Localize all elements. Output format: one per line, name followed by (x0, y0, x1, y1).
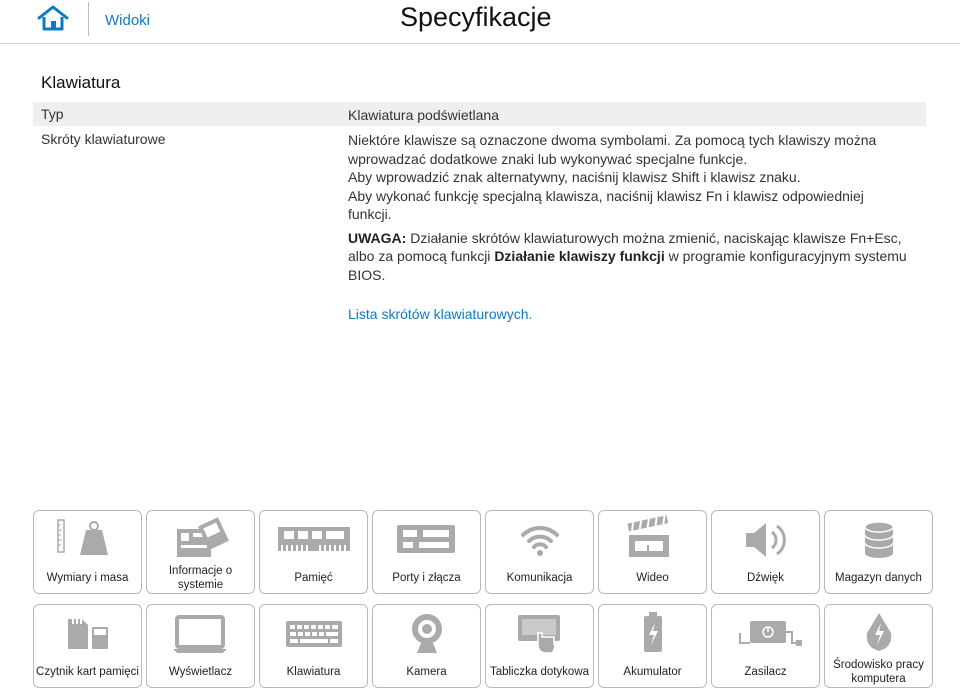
tile-label: Magazyn danych (835, 572, 922, 584)
clapperboard-icon (599, 515, 706, 565)
note-bold: Działanie klawiszy funkcji (494, 248, 665, 264)
tile-card-reader[interactable] (33, 604, 142, 688)
tile-power-adapter[interactable] (711, 604, 820, 688)
storage-icon (825, 515, 932, 565)
tile-battery[interactable] (598, 604, 707, 688)
tile-label: Komunikacja (506, 572, 573, 584)
motherboard-icon (147, 515, 254, 565)
memory-icon (260, 515, 367, 565)
touchpad-icon (486, 609, 593, 659)
widoki-link[interactable]: Widoki (105, 12, 151, 29)
tile-label: Pamięć (294, 572, 333, 584)
battery-icon (599, 609, 706, 659)
tile-dimensions[interactable] (33, 510, 142, 594)
card-reader-icon (34, 609, 141, 659)
tile-display[interactable] (146, 604, 255, 688)
tile-communication[interactable] (485, 510, 594, 594)
tile-label: Wideo (636, 572, 669, 584)
keyboard-icon (260, 609, 367, 659)
tile-video[interactable] (598, 510, 707, 594)
tile-touchpad[interactable] (485, 604, 594, 688)
type-label: Typ (41, 106, 64, 122)
shortcuts-paragraph: Aby wykonać funkcję specjalną klawisza, naciśnij klawisz Fn i klawisz odpowiedniej funkcji. (348, 187, 864, 222)
tile-memory[interactable] (259, 510, 368, 594)
tile-environment[interactable] (824, 604, 933, 688)
shortcuts-paragraph: Aby wprowadzić znak alternatywny, naciśnij klawisz Shift i klawisz znaku. (348, 169, 801, 185)
note-label: UWAGA: (348, 229, 407, 246)
tile-ports[interactable] (372, 510, 481, 594)
shortcuts-label: Skróty klawiaturowe (41, 131, 166, 147)
speaker-icon (712, 515, 819, 565)
tile-label: Kamera (406, 666, 447, 678)
tile-label: Dźwięk (746, 572, 785, 584)
tile-audio[interactable] (711, 510, 820, 594)
note-text: w programie konfiguracyjnym systemu BIOS. (348, 248, 907, 283)
tile-keyboard[interactable] (259, 604, 368, 688)
top-bar (0, 0, 960, 44)
ports-icon (373, 515, 480, 565)
tile-storage[interactable] (824, 510, 933, 594)
shortcuts-description (348, 131, 908, 284)
tile-label: Klawiatura (286, 666, 341, 678)
tile-label: Wymiary i masa (46, 572, 129, 584)
adapter-icon (712, 609, 819, 659)
environment-icon (825, 609, 932, 659)
shortcuts-paragraph: Niektóre klawisze są oznaczone dwoma symbolami. Za pomocą tych klawiszy można wprowadzać dodatkowe znaki lub wykonywać specjalne funkcje. (348, 132, 877, 167)
camera-icon (373, 609, 480, 659)
tile-label: Środowisko pracy komputera (833, 659, 924, 685)
tile-system-info[interactable] (146, 510, 255, 594)
home-icon[interactable] (36, 4, 70, 34)
tile-camera[interactable] (372, 604, 481, 688)
note-paragraph (348, 229, 908, 285)
tile-label: Wyświetlacz (168, 666, 233, 678)
tile-label: Czytnik kart pamięci (36, 666, 139, 678)
section-title: Klawiatura (41, 73, 121, 92)
wifi-icon (486, 515, 593, 565)
shortcuts-list-link[interactable]: Lista skrótów klawiaturowych. (348, 306, 533, 322)
display-icon (147, 609, 254, 659)
tile-label: Zasilacz (744, 666, 787, 678)
tile-label: Akumulator (623, 666, 682, 678)
header-divider (88, 2, 89, 36)
tile-label: Porty i złącza (392, 572, 461, 584)
weight-icon (34, 515, 141, 565)
note-text: Działanie skrótów klawiaturowych można zmienić, naciskając klawisze Fn+Esc, albo za pomocą funkcji (348, 229, 902, 264)
page-title: Specyfikacje (400, 2, 552, 32)
tile-label: Tabliczka dotykowa (489, 666, 590, 678)
tile-label: Informacje o systemie (168, 565, 233, 591)
type-value: Klawiatura podświetlana (348, 107, 499, 123)
